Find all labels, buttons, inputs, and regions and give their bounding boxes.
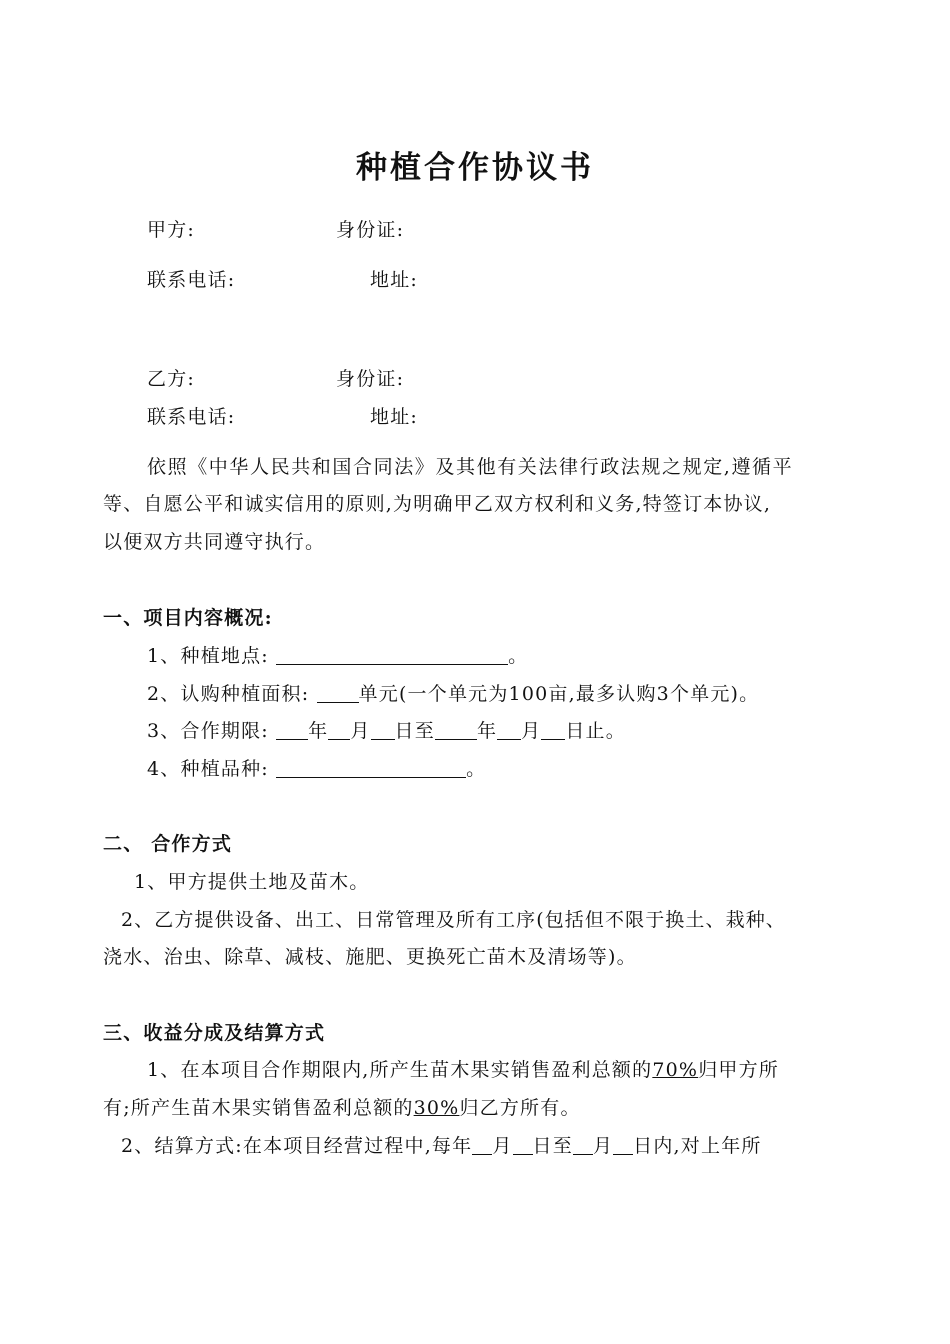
party-a-id-label: 身份证:	[336, 219, 405, 241]
profit-share-text: 有;所产生苗木果实销售盈利总额的	[103, 1097, 414, 1119]
month-text: 月	[592, 1135, 614, 1157]
planting-variety-label: 4、种植品种:	[147, 758, 269, 780]
month-text: 月	[492, 1135, 513, 1157]
preamble-line-1: 依照《中华人民共和国合同法》及其他有关法律行政法规之规定,遵循平	[147, 456, 794, 478]
profit-share-text: 1、在本项目合作期限内,所产生苗木果实销售盈利总额的	[147, 1059, 653, 1081]
section-1-item-2	[147, 681, 759, 707]
section-1-item-1	[147, 643, 528, 669]
party-b-phone-label: 联系电话:	[147, 406, 236, 428]
party-b-id-label: 身份证:	[336, 368, 405, 390]
planting-area-blank	[317, 682, 359, 703]
party-b-share-percent: 30%	[413, 1097, 460, 1119]
settlement-start-day-blank	[513, 1134, 533, 1155]
page-title: 种植合作协议书	[356, 150, 594, 186]
planting-area-text: 单元(一个单元为100亩,最多认购3个单元)。	[358, 683, 760, 705]
end-year-blank	[435, 719, 477, 740]
start-day-blank	[371, 719, 395, 740]
profit-share-text: 归乙方所有。	[459, 1097, 581, 1119]
start-year-blank	[276, 719, 308, 740]
section-3-heading: 三、收益分成及结算方式	[103, 1022, 326, 1044]
settlement-text: 2、结算方式:在本项目经营过程中,每年	[121, 1135, 473, 1157]
end-month-blank	[497, 719, 521, 740]
party-a-share-percent: 70%	[652, 1059, 699, 1081]
party-b-address-label: 地址:	[370, 406, 419, 428]
day-to-text: 日至	[532, 1135, 573, 1157]
section-3-item-2	[121, 1133, 762, 1159]
year-text: 年	[308, 720, 329, 742]
section-1-item-3	[147, 718, 626, 744]
settlement-end-month-blank	[573, 1134, 593, 1155]
day-to-text: 日至	[394, 720, 435, 742]
section-1-heading: 一、项目内容概况:	[103, 607, 273, 629]
preamble-line-3: 以便双方共同遵守执行。	[103, 531, 326, 553]
settlement-text: 日内,对上年所	[633, 1135, 762, 1157]
planting-location-label: 1、种植地点:	[147, 645, 269, 667]
month-text: 月	[350, 720, 371, 742]
preamble-line-2: 等、自愿公平和诚实信用的原则,为明确甲乙双方权利和义务,特签订本协议,	[103, 493, 772, 515]
section-3-item-1-line-1	[147, 1057, 779, 1083]
party-a-name-label: 甲方:	[147, 219, 196, 241]
year-text: 年	[476, 720, 498, 742]
month-text: 月	[521, 720, 542, 742]
punctuation: 。	[508, 645, 529, 667]
settlement-start-month-blank	[472, 1134, 492, 1155]
party-a-phone-label: 联系电话:	[147, 269, 236, 291]
punctuation: 。	[466, 758, 487, 780]
end-day-blank	[541, 719, 565, 740]
settlement-end-day-blank	[613, 1134, 633, 1155]
planting-area-label: 2、认购种植面积:	[147, 683, 310, 705]
profit-share-text: 归甲方所	[698, 1059, 779, 1081]
day-end-text: 日止。	[565, 720, 626, 742]
planting-variety-blank	[276, 757, 466, 778]
party-b-name-label: 乙方:	[147, 368, 196, 390]
section-1-item-4	[147, 756, 486, 782]
section-2-item-2-line-2: 浇水、治虫、除草、减枝、施肥、更换死亡苗木及清场等)。	[103, 946, 637, 968]
section-3-item-1-line-2	[103, 1095, 581, 1121]
section-2-item-1: 1、甲方提供土地及苗木。	[134, 871, 370, 893]
planting-location-blank	[276, 644, 508, 665]
start-month-blank	[328, 719, 350, 740]
party-a-address-label: 地址:	[370, 269, 419, 291]
section-2-item-2-line-1: 2、乙方提供设备、出工、日常管理及所有工序(包括但不限于换土、栽种、	[121, 909, 786, 931]
cooperation-period-label: 3、合作期限:	[147, 720, 269, 742]
section-2-heading: 二、 合作方式	[103, 833, 233, 855]
